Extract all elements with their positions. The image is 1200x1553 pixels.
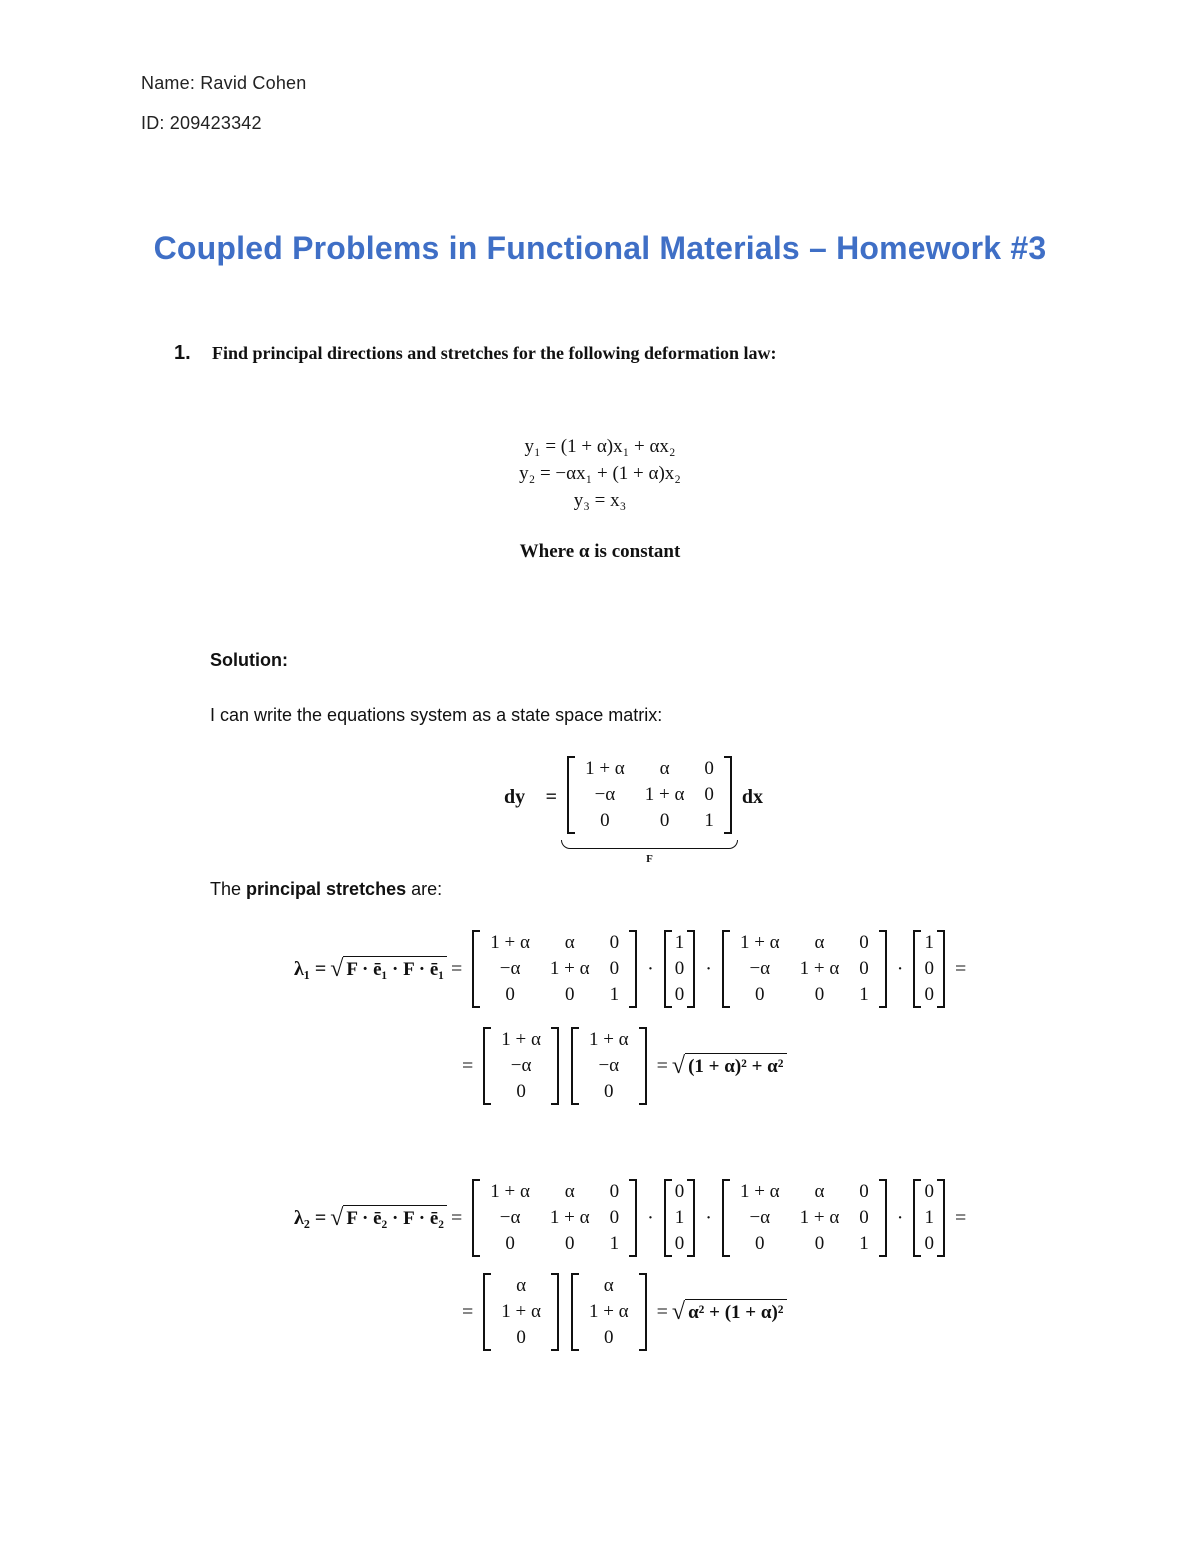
- equation-2: y₂ = −αx₁ + (1 + α)x₂: [519, 463, 681, 484]
- lambda2-final-sqrt: √ α² + (1 + α)²: [672, 1299, 787, 1325]
- deformation-gradient-matrix: [561, 756, 738, 865]
- principal-stretches-sentence: [210, 879, 442, 900]
- equals-sign: =: [656, 1300, 668, 1323]
- matrix-cell: 0: [704, 758, 714, 779]
- solution-intro: I can write the equations system as a state space matrix:: [210, 705, 663, 725]
- dot-operator: ·: [705, 1206, 712, 1229]
- equation-3: y₃ = x₃: [573, 490, 627, 511]
- matrix-cell: 0: [704, 784, 714, 805]
- matrix-cell: −α: [594, 784, 616, 805]
- equals-sign: =: [462, 1300, 474, 1323]
- alpha-constant-note: Where α is constant: [519, 541, 681, 562]
- student-id: ID: 209423342: [141, 113, 262, 133]
- matrix-cell: 1: [704, 810, 714, 831]
- f-matrix: 1 + α α 0 −α 1 + α 0 0 0 1: [472, 930, 637, 1008]
- lambda1-sqrt: √ F · ē₁ · F · ē₁: [330, 956, 447, 982]
- dot-operator: ·: [647, 1206, 654, 1229]
- equals-sign: =: [656, 1054, 668, 1077]
- equals-sign: =: [450, 957, 463, 980]
- e1-vector: 1 0 0: [913, 930, 945, 1008]
- matrix-cell: 1 + α: [585, 758, 625, 779]
- matrix-cell: 0: [600, 810, 610, 831]
- underbrace: [561, 840, 738, 849]
- dot-operator: ·: [705, 957, 712, 980]
- f-matrix: 1 + α α 0 −α 1 + α 0 0 0 1: [722, 930, 887, 1008]
- question-text: Find principal directions and stretches for the following deformation law:: [212, 343, 777, 363]
- matrix-cell: 1 + α: [644, 784, 685, 805]
- dx-rhs: dx⃗: [741, 786, 779, 808]
- f-label: F: [646, 853, 653, 865]
- question-number: 1.: [174, 342, 191, 364]
- lambda2-result: [458, 1273, 787, 1351]
- lambda1-final-sqrt: √ (1 + α)² + α²: [672, 1053, 787, 1079]
- matrix-cell: α: [659, 758, 670, 779]
- column-vector: α 1 + α 0: [483, 1273, 559, 1351]
- f-matrix: 1 + α α 0 −α 1 + α 0 0 0 1: [472, 1179, 637, 1257]
- e1-vector: 1 0 0: [664, 930, 696, 1008]
- sentence-post: are:: [406, 879, 443, 899]
- lambda1-result: [458, 1027, 787, 1105]
- page-title: Coupled Problems in Functional Materials – Homework #3: [153, 230, 1047, 266]
- lambda2-label: λ₂ =: [294, 1206, 327, 1229]
- equation-1: y₁ = (1 + α)x₁ + αx₂: [524, 436, 676, 457]
- lambda2-expression: [290, 1179, 970, 1257]
- equals-sign: =: [954, 1206, 967, 1229]
- column-vector: 1 + α −α 0: [483, 1027, 559, 1105]
- equals-sign: =: [954, 957, 967, 980]
- dot-operator: ·: [896, 1206, 904, 1229]
- dot-operator: ·: [896, 957, 904, 980]
- matrix-cell: 0: [659, 810, 670, 831]
- lambda1-expression: [290, 930, 970, 1008]
- e2-vector: 0 1 0: [664, 1179, 696, 1257]
- sentence-pre: The: [210, 879, 247, 899]
- equals-sign: =: [450, 1206, 463, 1229]
- sentence-bold: principal stretches: [246, 879, 407, 899]
- lambda2-sqrt: √ F · ē₂ · F · ē₂: [330, 1205, 447, 1231]
- dot-operator: ·: [647, 957, 654, 980]
- e2-vector: 0 1 0: [913, 1179, 945, 1257]
- lambda1-label: λ₁ =: [294, 957, 327, 980]
- student-name: Name: Ravid Cohen: [141, 73, 307, 93]
- column-vector: α 1 + α 0: [571, 1273, 647, 1351]
- f-matrix: 1 + α α 0 −α 1 + α 0 0 0 1: [722, 1179, 887, 1257]
- equals-sign: =: [462, 1054, 474, 1077]
- state-space-equation: [500, 756, 783, 865]
- column-vector: 1 + α −α 0: [571, 1027, 647, 1105]
- dy-lhs: dy⃗ =: [504, 786, 558, 808]
- solution-label: Solution:: [210, 650, 288, 670]
